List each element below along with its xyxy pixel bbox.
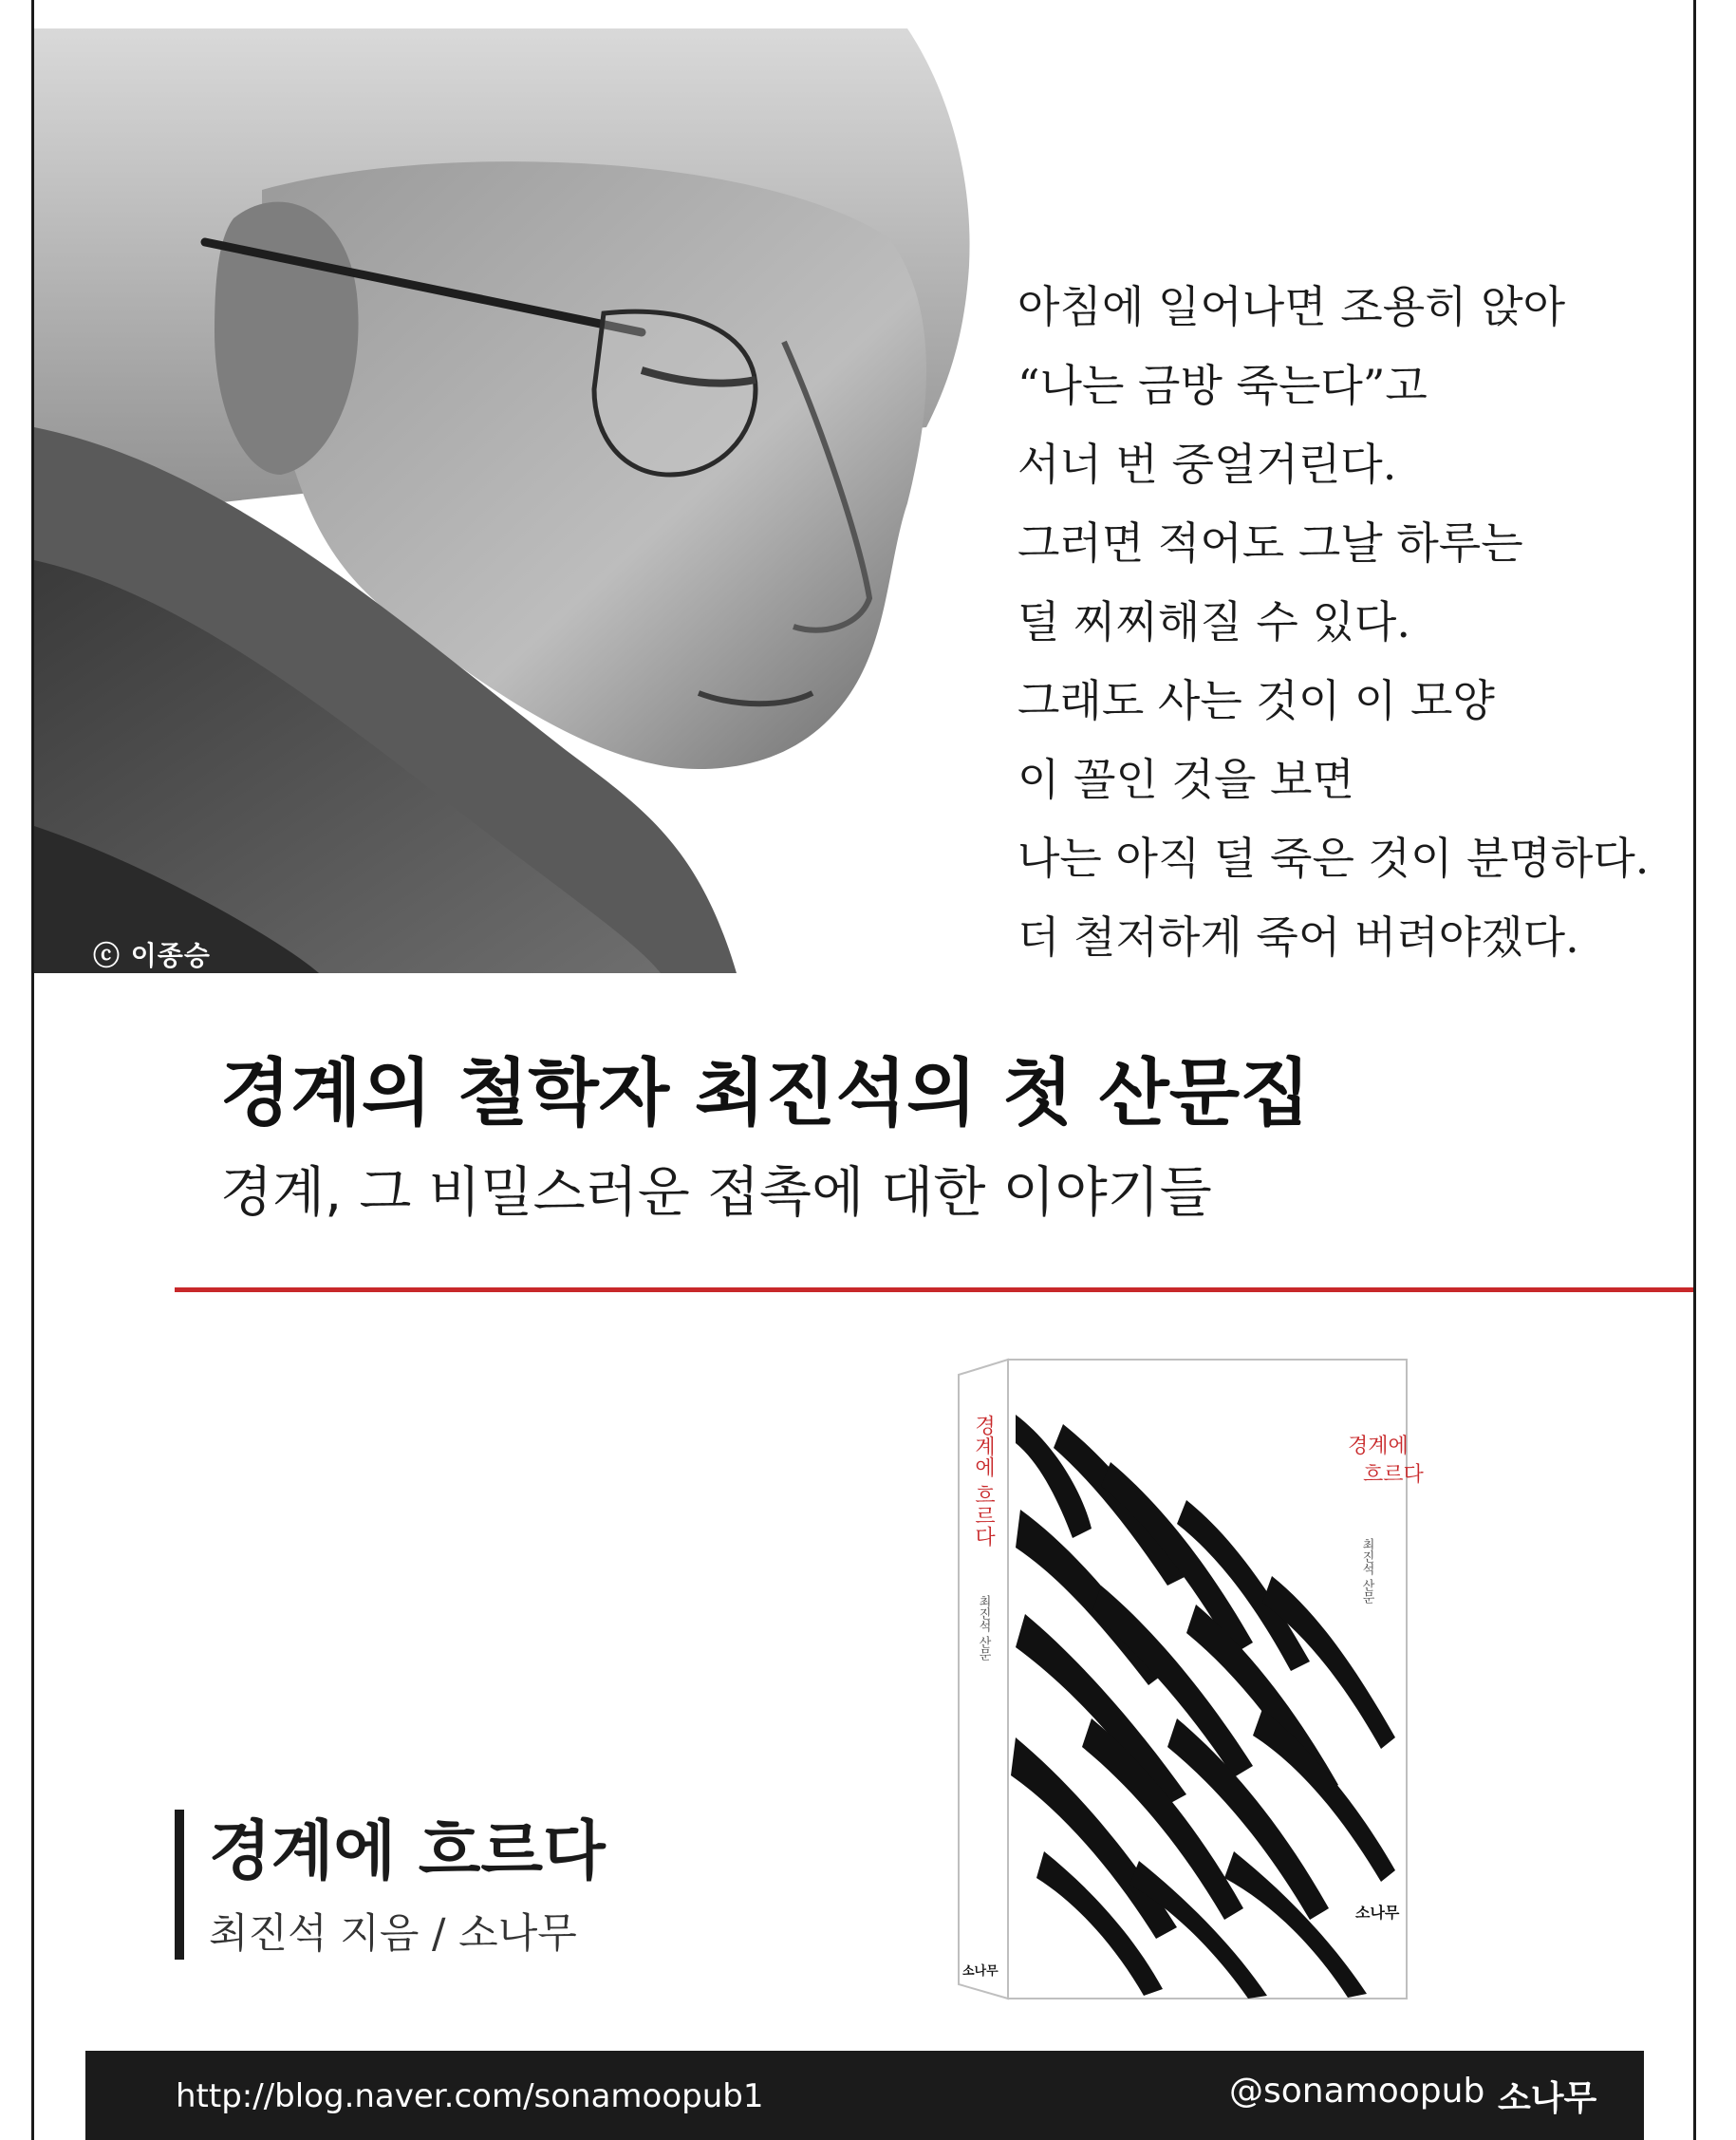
poem-line: 덜 찌찌해질 수 있다. bbox=[1017, 596, 1410, 648]
cover-title-line2: 흐르다 bbox=[1363, 1463, 1424, 1487]
poem-line: 그러면 적어도 그날 하루는 bbox=[1017, 517, 1523, 569]
cover-publisher: 소나무 bbox=[1355, 1904, 1400, 1922]
blog-url-link[interactable]: http://blog.naver.com/sonamoopub1 bbox=[176, 2077, 764, 2115]
book-cover-image bbox=[949, 1358, 1424, 2007]
book-author: 최진석 지음 / 소나무 bbox=[209, 1910, 577, 1958]
poem-line: 그래도 사는 것이 이 모양 bbox=[1017, 675, 1495, 726]
poem-line: “나는 금방 죽는다”고 bbox=[1017, 360, 1428, 411]
headline-title: 경계의 철학자 최진석의 첫 산문집 bbox=[220, 1051, 1311, 1136]
sns-handle[interactable]: @sonamoopub bbox=[1229, 2072, 1485, 2111]
cover-title-line1: 경계에 bbox=[1348, 1435, 1409, 1458]
poem-line: 아침에 일어나면 조용히 앉아 bbox=[1017, 281, 1566, 332]
poem-line: 나는 아직 덜 죽은 것이 분명하다. bbox=[1017, 833, 1650, 884]
publisher-logo: 소나무 bbox=[1498, 2079, 1597, 2118]
spine-author: 최진석 산문 bbox=[976, 1595, 991, 1661]
spine-title: 경계에 흐르다 bbox=[971, 1415, 996, 1547]
book-title: 경계에 흐르다 bbox=[209, 1813, 606, 1889]
photo-credit: ⓒ 이종승 bbox=[93, 940, 211, 971]
cover-author: 최진석 산문 bbox=[1359, 1538, 1374, 1605]
spine-publisher: 소나무 bbox=[962, 1964, 999, 1979]
headline-subtitle: 경계, 그 비밀스러운 접촉에 대한 이야기들 bbox=[220, 1161, 1212, 1224]
frame-right-border bbox=[1693, 0, 1696, 2140]
title-accent-bar bbox=[175, 1810, 184, 1960]
poem-line: 이 꼴인 것을 보면 bbox=[1017, 754, 1354, 805]
red-divider bbox=[175, 1287, 1693, 1292]
footer-bar bbox=[85, 2051, 1644, 2140]
poem-line: 더 철저하게 죽어 버려야겠다. bbox=[1017, 911, 1579, 963]
poem-line: 서너 번 중얼거린다. bbox=[1017, 439, 1397, 490]
poem-quote bbox=[1017, 268, 1682, 977]
